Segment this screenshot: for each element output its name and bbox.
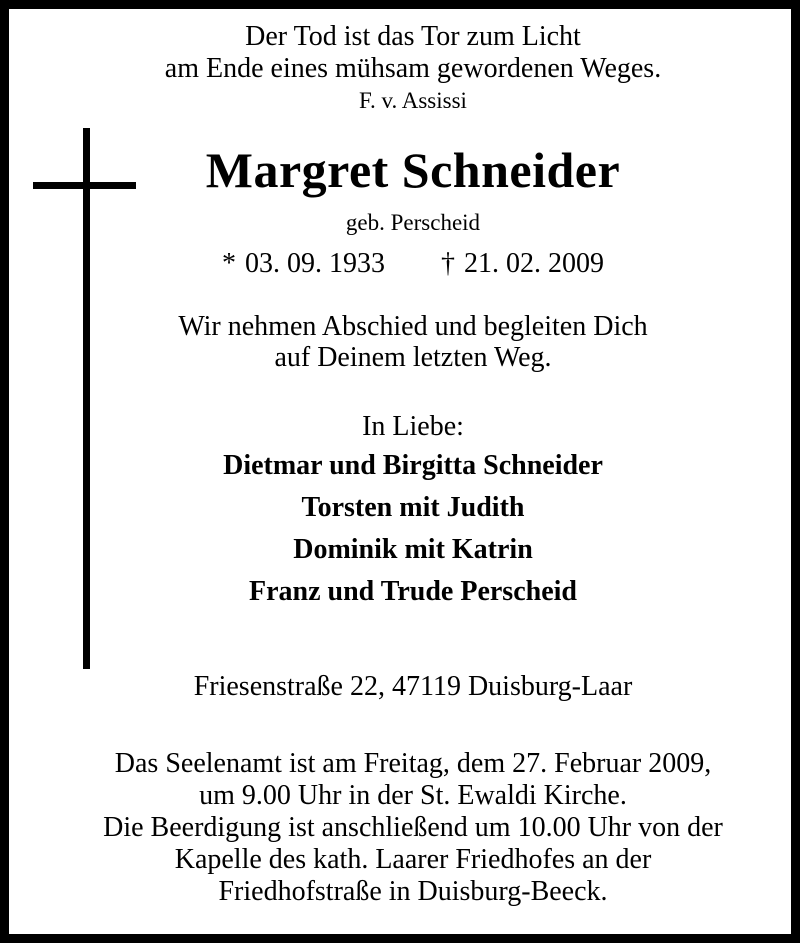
epigraph-line-1: Der Tod ist das Tor zum Licht: [245, 21, 581, 52]
mourner-name: Dietmar und Birgitta Schneider: [223, 450, 603, 481]
birth-entry: [222, 248, 385, 280]
address-line: Friesenstraße 22, 47119 Duisburg-Laar: [193, 671, 633, 702]
dagger-icon: †: [441, 248, 455, 279]
mourners-intro: In Liebe:: [362, 411, 464, 442]
death-entry: [441, 248, 604, 280]
deceased-name: Margret Schneider: [205, 142, 621, 198]
farewell-line-1: Wir nehmen Abschied und begleiten Dich: [178, 311, 648, 342]
service-info-line: Friedhofstraße in Duisburg-Beeck.: [218, 876, 608, 907]
life-dates: [30, 248, 796, 280]
service-info-line: um 9.00 Uhr in der St. Ewaldi Kirche.: [199, 780, 627, 811]
epigraph-attribution: F. v. Assissi: [359, 88, 467, 113]
mourner-name: Torsten mit Judith: [301, 492, 525, 523]
death-date: 21. 02. 2009: [464, 248, 604, 279]
service-info-line: Die Beerdigung ist anschließend um 10.00 Uhr von der: [103, 812, 723, 843]
service-info-line: Kapelle des kath. Laarer Friedhofes an der: [174, 844, 652, 875]
mourner-name: Dominik mit Katrin: [293, 534, 533, 565]
mourner-name: Franz und Trude Perscheid: [249, 576, 577, 607]
service-info-line: Das Seelenamt ist am Freitag, dem 27. Februar 2009,: [114, 748, 712, 779]
birth-date: 03. 09. 1933: [245, 248, 385, 279]
birth-star-icon: *: [222, 248, 236, 279]
farewell-line-2: auf Deinem letzten Weg.: [274, 342, 552, 373]
epigraph-line-2: am Ende eines mühsam gewordenen Weges.: [164, 53, 662, 84]
maiden-name: geb. Perscheid: [345, 210, 481, 235]
